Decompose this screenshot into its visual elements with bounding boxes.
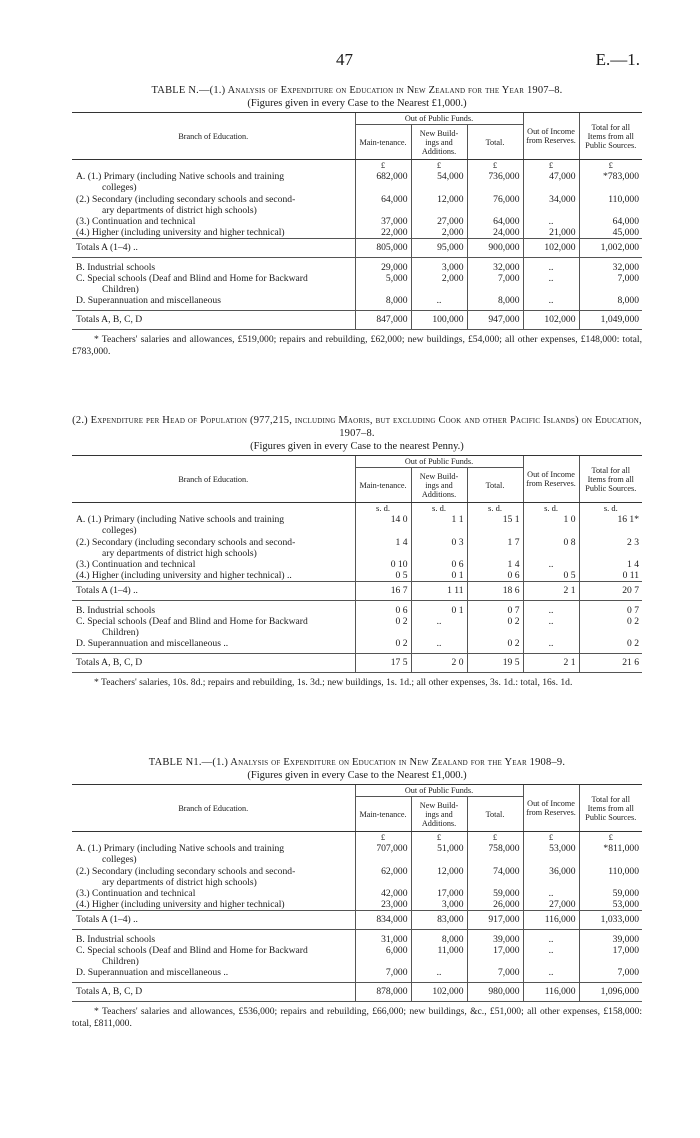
public-funds-header: Out of Public Funds. [355, 456, 523, 468]
total-row [72, 239, 642, 257]
row-label: (2.) Secondary (including secondary schools and second- [76, 193, 296, 205]
row-label: Totals A (1–4) .. [76, 585, 138, 597]
row-label: Totals A (1–4) .. [76, 914, 138, 926]
row-label: (3.) Continuation and technical [76, 216, 196, 228]
value-cell: 34,000 [523, 194, 579, 216]
value-cell: 110,000 [579, 194, 642, 216]
value-cell: 53,000 [523, 843, 579, 865]
value-cell: 2 1 [523, 654, 579, 672]
row-label-continuation: Children) [102, 284, 139, 296]
value-cell: 20 7 [579, 582, 642, 600]
value-cell: 0 7 [579, 605, 642, 616]
value-cell: 16 7 [355, 582, 411, 600]
value-cell: 1,096,000 [579, 983, 642, 1001]
value-cell: 59,000 [467, 888, 523, 899]
value-cell: 1,002,000 [579, 239, 642, 257]
value-cell: 0 11 [579, 570, 642, 582]
table-row [72, 638, 642, 649]
total-all-sources-header: Total for all Items from all Public Sources. [579, 456, 642, 503]
value-cell: 14 0 [355, 514, 411, 536]
row-label: C. Special schools (Deaf and Blind and Home for Backward [76, 272, 308, 284]
value-cell: 1 11 [411, 582, 467, 600]
unit-label: £ [355, 160, 411, 172]
branch-header: Branch of Education. [72, 785, 355, 832]
branch-header: Branch of Education. [72, 456, 355, 503]
branch-header: Branch of Education. [72, 113, 355, 160]
table-row [72, 888, 642, 899]
unit-label: £ [411, 160, 467, 172]
row-label-cell [72, 899, 355, 911]
value-cell: 7,000 [467, 273, 523, 295]
value-cell: 32,000 [579, 262, 642, 273]
value-cell: 116,000 [523, 911, 579, 929]
table-row [72, 295, 642, 306]
value-cell: 42,000 [355, 888, 411, 899]
value-cell: 102,000 [523, 311, 579, 329]
units-row [72, 160, 642, 172]
row-label: B. Industrial schools [76, 261, 156, 273]
value-cell: 917,000 [467, 911, 523, 929]
value-cell: .. [523, 616, 579, 638]
row-label: D. Superannuation and miscellaneous [76, 295, 221, 307]
row-label: Totals A (1–4) .. [76, 242, 138, 254]
row-label: C. Special schools (Deaf and Blind and Home for Backward [76, 615, 308, 627]
value-cell: 0 2 [579, 638, 642, 649]
value-cell: 83,000 [411, 911, 467, 929]
value-cell: 0 3 [411, 537, 467, 559]
table-subtitle: (Figures given in every Case to the Nearest £1,000.) [247, 770, 467, 781]
page-reference: E.—1. [595, 50, 640, 69]
value-cell: 102,000 [523, 239, 579, 257]
row-label: (2.) Secondary (including secondary schools and second- [76, 865, 296, 877]
value-cell: 17 5 [355, 654, 411, 672]
value-cell: 947,000 [467, 311, 523, 329]
out-of-income-header: Out of Income from Reserves. [523, 456, 579, 503]
table-row [72, 227, 642, 239]
out-of-income-header: Out of Income from Reserves. [523, 785, 579, 832]
value-cell: 0 1 [411, 605, 467, 616]
value-cell: 1 4 [355, 537, 411, 559]
footnote: * Teachers' salaries, 10s. 8d.; repairs and rebuilding, 1s. 3d.; new buildings, 1s. 1d.; all other expenses, 3s. 1d.: total, 16s. 1d. [94, 676, 573, 688]
value-cell: 847,000 [355, 311, 411, 329]
value-cell: 53,000 [579, 899, 642, 911]
row-label-continuation: ary departments of district high schools) [102, 547, 257, 559]
units-row [72, 832, 642, 844]
value-cell: 39,000 [579, 934, 642, 945]
table-row [72, 514, 642, 536]
row-label: C. Special schools (Deaf and Blind and Home for Backward [76, 944, 308, 956]
header-row [72, 113, 642, 125]
table-row [72, 262, 642, 273]
row-label: D. Superannuation and miscellaneous .. [76, 967, 229, 979]
row-label-cell [72, 239, 355, 257]
row-label-cell [72, 570, 355, 582]
value-cell: 110,000 [579, 866, 642, 888]
header-row [72, 785, 642, 797]
value-cell: 8,000 [411, 934, 467, 945]
value-cell: 707,000 [355, 843, 411, 865]
value-cell: 7,000 [579, 273, 642, 295]
value-cell: 32,000 [467, 262, 523, 273]
value-cell: 736,000 [467, 171, 523, 193]
row-label-cell [72, 934, 355, 945]
unit-label: £ [467, 160, 523, 172]
value-cell: .. [523, 934, 579, 945]
value-cell: 980,000 [467, 983, 523, 1001]
value-cell: 0 8 [523, 537, 579, 559]
value-cell: .. [523, 295, 579, 306]
value-cell: 21,000 [523, 227, 579, 239]
value-cell: *811,000 [579, 843, 642, 865]
row-label-cell [72, 537, 355, 559]
row-label: (4.) Higher (including university and higher technical) [76, 227, 285, 239]
value-cell: 62,000 [355, 866, 411, 888]
value-cell: 0 2 [467, 616, 523, 638]
row-label-continuation: ary departments of district high schools) [102, 204, 257, 216]
row-label: (4.) Higher (including university and higher technical) [76, 899, 285, 911]
value-cell: 0 2 [579, 616, 642, 638]
value-cell: 3,000 [411, 899, 467, 911]
maintenance-header: Main-tenance. [355, 797, 411, 832]
public-funds-header: Out of Public Funds. [355, 785, 523, 797]
value-cell: 0 2 [355, 638, 411, 649]
value-cell: 1 4 [579, 559, 642, 570]
table-row [72, 570, 642, 582]
value-cell: 27,000 [523, 899, 579, 911]
value-cell: *783,000 [579, 171, 642, 193]
value-cell: 37,000 [355, 216, 411, 227]
row-label-continuation: colleges) [102, 854, 137, 866]
row-label-cell [72, 638, 355, 649]
value-cell: 0 5 [523, 570, 579, 582]
value-cell: 834,000 [355, 911, 411, 929]
row-label-continuation: colleges) [102, 182, 137, 194]
value-cell: 17,000 [411, 888, 467, 899]
value-cell: 21 6 [579, 654, 642, 672]
value-cell: .. [523, 216, 579, 227]
value-cell: .. [523, 945, 579, 967]
table-row [72, 934, 642, 945]
maintenance-header: Main-tenance. [355, 468, 411, 503]
value-cell: .. [523, 262, 579, 273]
table-per-head-section [72, 414, 642, 689]
value-cell: 8,000 [355, 295, 411, 306]
value-cell: 0 1 [411, 570, 467, 582]
value-cell: 1,049,000 [579, 311, 642, 329]
value-cell: 5,000 [355, 273, 411, 295]
value-cell: 2 1 [523, 582, 579, 600]
row-label: B. Industrial schools [76, 604, 156, 616]
table-row [72, 559, 642, 570]
row-label-cell [72, 216, 355, 227]
unit-label: £ [355, 832, 411, 844]
public-funds-header: Out of Public Funds. [355, 113, 523, 125]
unit-label: s. d. [411, 503, 467, 515]
row-label-cell [72, 983, 355, 1001]
row-label-cell [72, 194, 355, 216]
value-cell: 1 1 [411, 514, 467, 536]
new-buildings-header: New Build-ings and Additions. [411, 468, 467, 503]
unit-label: £ [411, 832, 467, 844]
new-buildings-header: New Build-ings and Additions. [411, 797, 467, 832]
value-cell: 116,000 [523, 983, 579, 1001]
table-row [72, 171, 642, 193]
total-row [72, 983, 642, 1001]
value-cell: 3,000 [411, 262, 467, 273]
row-label: (2.) Secondary (including secondary schools and second- [76, 536, 296, 548]
table-row [72, 216, 642, 227]
header-row [72, 456, 642, 468]
value-cell: 54,000 [411, 171, 467, 193]
footnote: * Teachers' salaries and allowances, £519,000; repairs and rebuilding, £62,000; new buildings, £54,000; all other expenses, £148,000: total, £783,000. [72, 333, 642, 357]
value-cell: 17,000 [579, 945, 642, 967]
table-n-1907-section [72, 84, 642, 358]
row-label-cell [72, 888, 355, 899]
value-cell: 1 4 [467, 559, 523, 570]
total-row [72, 582, 642, 600]
total-header: Total. [467, 468, 523, 503]
total-row [72, 311, 642, 329]
value-cell: 0 7 [467, 605, 523, 616]
value-cell: 102,000 [411, 983, 467, 1001]
table-title: TABLE N.—(1.) Analysis of Expenditure on Education in New Zealand for the Year 1907–8. [151, 85, 563, 96]
value-cell: .. [523, 605, 579, 616]
total-header: Total. [467, 125, 523, 160]
table-subtitle: (Figures given in every Case to the nearest Penny.) [250, 441, 464, 452]
value-cell: 7,000 [355, 967, 411, 978]
value-cell: .. [523, 273, 579, 295]
row-label-cell [72, 866, 355, 888]
value-cell: 0 5 [355, 570, 411, 582]
unit-label: s. d. [355, 503, 411, 515]
row-label-cell [72, 227, 355, 239]
table-row [72, 537, 642, 559]
unit-label: s. d. [523, 503, 579, 515]
total-row [72, 654, 642, 672]
row-label: Totals A, B, C, D [76, 986, 143, 998]
value-cell: 18 6 [467, 582, 523, 600]
value-cell: 36,000 [523, 866, 579, 888]
value-cell: 878,000 [355, 983, 411, 1001]
row-label: A. (1.) Primary (including Native schools and training [76, 514, 285, 526]
units-row [72, 503, 642, 515]
value-cell: 0 6 [411, 559, 467, 570]
value-cell: 8,000 [467, 295, 523, 306]
value-cell: 64,000 [355, 194, 411, 216]
value-cell: .. [411, 295, 467, 306]
unit-label: £ [523, 832, 579, 844]
table-row [72, 843, 642, 865]
row-label-continuation: ary departments of district high schools) [102, 876, 257, 888]
value-cell: .. [411, 967, 467, 978]
value-cell: .. [523, 638, 579, 649]
maintenance-header: Main-tenance. [355, 125, 411, 160]
row-label-cell [72, 514, 355, 536]
table-row [72, 866, 642, 888]
table-row [72, 616, 642, 638]
table-title: (2.) Expenditure per Head of Population (977,215, including Maoris, but excluding Cook and other Pacific Islands) on Education, 1907–8. [72, 415, 642, 439]
table-row [72, 967, 642, 978]
unit-label: £ [579, 832, 642, 844]
value-cell: 0 2 [355, 616, 411, 638]
value-cell: 64,000 [579, 216, 642, 227]
value-cell: 15 1 [467, 514, 523, 536]
value-cell: 26,000 [467, 899, 523, 911]
table-row [72, 945, 642, 967]
value-cell: 16 1* [579, 514, 642, 536]
value-cell: .. [411, 638, 467, 649]
value-cell: 682,000 [355, 171, 411, 193]
value-cell: 6,000 [355, 945, 411, 967]
value-cell: 76,000 [467, 194, 523, 216]
value-cell: 2,000 [411, 273, 467, 295]
value-cell: 805,000 [355, 239, 411, 257]
value-cell: 12,000 [411, 194, 467, 216]
total-all-sources-header: Total for all Items from all Public Sources. [579, 785, 642, 832]
table-n1-1908-section [72, 756, 642, 1030]
expenditure-table [72, 112, 642, 330]
value-cell: 17,000 [467, 945, 523, 967]
value-cell: 900,000 [467, 239, 523, 257]
row-label: B. Industrial schools [76, 933, 156, 945]
value-cell: 0 6 [355, 605, 411, 616]
row-label-continuation: colleges) [102, 525, 137, 537]
value-cell: 12,000 [411, 866, 467, 888]
row-label-cell [72, 945, 355, 967]
row-label-cell [72, 171, 355, 193]
row-label-cell [72, 654, 355, 672]
value-cell: 7,000 [579, 967, 642, 978]
row-label: (4.) Higher (including university and higher technical) .. [76, 570, 292, 582]
value-cell: .. [523, 967, 579, 978]
total-row [72, 911, 642, 929]
row-label-cell [72, 582, 355, 600]
row-label: A. (1.) Primary (including Native schools and training [76, 171, 285, 183]
value-cell: 1,033,000 [579, 911, 642, 929]
row-label-cell [72, 911, 355, 929]
row-label-cell [72, 273, 355, 295]
value-cell: 24,000 [467, 227, 523, 239]
value-cell: .. [411, 616, 467, 638]
value-cell: 47,000 [523, 171, 579, 193]
row-label: D. Superannuation and miscellaneous .. [76, 638, 229, 650]
row-label-cell [72, 967, 355, 978]
table-row [72, 273, 642, 295]
value-cell: .. [523, 559, 579, 570]
value-cell: 39,000 [467, 934, 523, 945]
page-number: 47 [336, 50, 353, 69]
row-label: (3.) Continuation and technical [76, 888, 196, 900]
value-cell: 11,000 [411, 945, 467, 967]
value-cell: 45,000 [579, 227, 642, 239]
value-cell: 19 5 [467, 654, 523, 672]
table-row [72, 194, 642, 216]
unit-label: s. d. [579, 503, 642, 515]
value-cell: 8,000 [579, 295, 642, 306]
value-cell: 64,000 [467, 216, 523, 227]
row-label-continuation: Children) [102, 956, 139, 968]
value-cell: 0 6 [467, 570, 523, 582]
value-cell: 1 0 [523, 514, 579, 536]
table-subtitle: (Figures given in every Case to the Nearest £1,000.) [247, 98, 467, 109]
value-cell: 29,000 [355, 262, 411, 273]
value-cell: 0 2 [467, 638, 523, 649]
value-cell: 2,000 [411, 227, 467, 239]
row-label: Totals A, B, C, D [76, 314, 143, 326]
value-cell: 27,000 [411, 216, 467, 227]
value-cell: 51,000 [411, 843, 467, 865]
table-row [72, 899, 642, 911]
value-cell: 1 7 [467, 537, 523, 559]
row-label-cell [72, 605, 355, 616]
row-label-continuation: Children) [102, 627, 139, 639]
row-label-cell [72, 616, 355, 638]
expenditure-table [72, 455, 642, 673]
row-label: A. (1.) Primary (including Native schools and training [76, 843, 285, 855]
unit-label: £ [523, 160, 579, 172]
value-cell: 74,000 [467, 866, 523, 888]
value-cell: 2 0 [411, 654, 467, 672]
unit-label: s. d. [467, 503, 523, 515]
value-cell: 7,000 [467, 967, 523, 978]
row-label-cell [72, 262, 355, 273]
value-cell: 23,000 [355, 899, 411, 911]
value-cell: 22,000 [355, 227, 411, 239]
value-cell: .. [523, 888, 579, 899]
unit-label: £ [579, 160, 642, 172]
table-row [72, 605, 642, 616]
value-cell: 59,000 [579, 888, 642, 899]
page-header [0, 50, 700, 74]
unit-label: £ [467, 832, 523, 844]
total-header: Total. [467, 797, 523, 832]
table-title: TABLE N1.—(1.) Analysis of Expenditure on Education in New Zealand for the Year 1908–9. [148, 757, 566, 768]
row-label-cell [72, 843, 355, 865]
value-cell: 758,000 [467, 843, 523, 865]
total-all-sources-header: Total for all Items from all Public Sources. [579, 113, 642, 160]
row-label: (3.) Continuation and technical [76, 559, 196, 571]
value-cell: 2 3 [579, 537, 642, 559]
row-label: Totals A, B, C, D [76, 657, 143, 669]
row-label-cell [72, 311, 355, 329]
value-cell: 31,000 [355, 934, 411, 945]
new-buildings-header: New Build-ings and Additions. [411, 125, 467, 160]
value-cell: 0 10 [355, 559, 411, 570]
expenditure-table [72, 784, 642, 1002]
row-label-cell [72, 295, 355, 306]
value-cell: 95,000 [411, 239, 467, 257]
value-cell: 100,000 [411, 311, 467, 329]
row-label-cell [72, 559, 355, 570]
out-of-income-header: Out of Income from Reserves. [523, 113, 579, 160]
footnote: * Teachers' salaries and allowances, £536,000; repairs and rebuilding, £66,000; new buildings, &c., £51,000; all other expenses, £158,000: total, £811,000. [72, 1005, 642, 1029]
